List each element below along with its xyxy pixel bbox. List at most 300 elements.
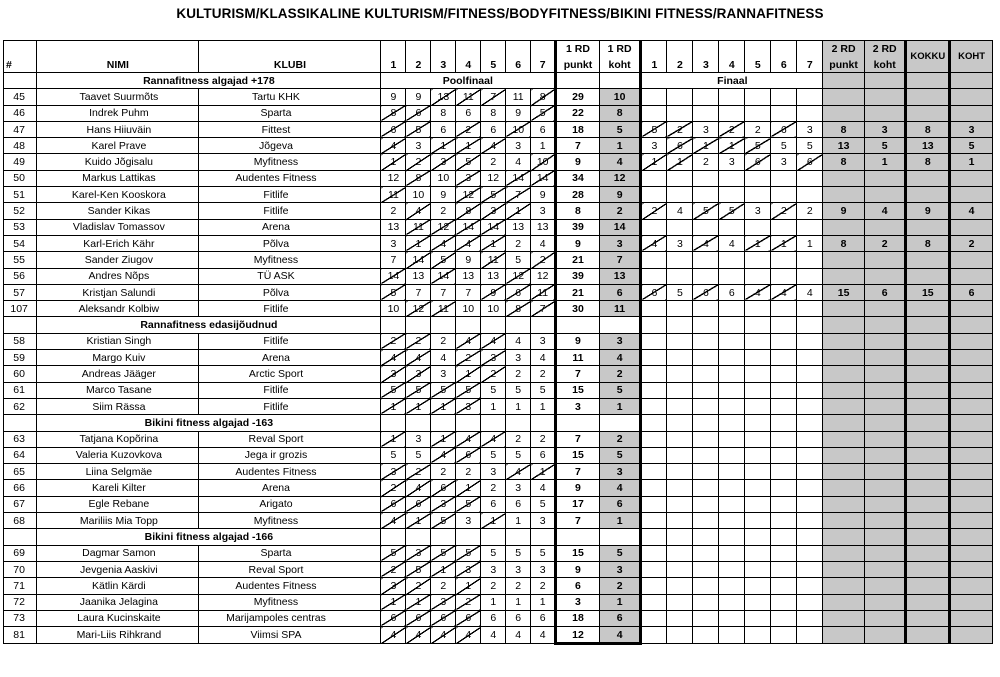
semifinal-score-judge-1: 5 [381, 447, 406, 463]
round2-place [864, 431, 906, 447]
section-empty [906, 529, 950, 545]
final-place [950, 105, 993, 121]
final-score-judge-4 [719, 627, 745, 644]
competitor-name: Valeria Kuzovkova [37, 447, 199, 463]
semifinal-score-judge-5: 2 [481, 154, 506, 170]
semifinal-score-judge-6: 5 [506, 447, 531, 463]
round1-points: 39 [556, 219, 600, 235]
semifinal-score-judge-7: 3 [531, 333, 556, 349]
final-score-judge-6 [771, 187, 797, 203]
round1-place: 1 [599, 138, 641, 154]
competitor-name: Mari-Liis Rihkrand [37, 627, 199, 644]
final-place: 3 [950, 121, 993, 137]
table-row [4, 627, 993, 644]
final-score-judge-6: 4 [771, 284, 797, 300]
competitor-name: Jevgenia Aaskivi [37, 561, 199, 577]
table-row [4, 480, 993, 496]
semifinal-score-judge-7: 5 [531, 496, 556, 512]
semifinal-score-judge-3: 1 [431, 431, 456, 447]
round2-place [864, 350, 906, 366]
semifinal-score-judge-7: 4 [531, 235, 556, 251]
round1-points: 28 [556, 187, 600, 203]
round1-place: 14 [599, 219, 641, 235]
final-score-judge-6 [771, 496, 797, 512]
round1-place: 4 [599, 627, 641, 644]
final-score-judge-7 [797, 219, 823, 235]
semifinal-score-judge-6: 8 [506, 301, 531, 317]
competitor-club: Arigato [199, 496, 381, 512]
competitor-name: Mariliis Mia Topp [37, 513, 199, 529]
competitor-name: Marco Tasane [37, 382, 199, 398]
section-empty [719, 529, 745, 545]
semifinal-score-judge-5: 5 [481, 187, 506, 203]
final-score-judge-4 [719, 578, 745, 594]
section-empty [481, 415, 506, 431]
round1-points: 29 [556, 89, 600, 105]
semifinal-score-judge-1: 2 [381, 333, 406, 349]
table-row [4, 89, 993, 105]
total-points [906, 366, 950, 382]
round1-points: 9 [556, 561, 600, 577]
semifinal-score-judge-2: 6 [406, 610, 431, 626]
final-score-judge-1 [641, 627, 667, 644]
total-points [906, 252, 950, 268]
final-score-judge-5 [745, 561, 771, 577]
section-empty [641, 317, 667, 333]
semifinal-score-judge-2: 5 [406, 121, 431, 137]
total-points: 9 [906, 203, 950, 219]
section-empty [771, 415, 797, 431]
final-score-judge-3 [693, 480, 719, 496]
final-score-judge-5: 2 [745, 121, 771, 137]
round2-place [864, 301, 906, 317]
round2-place: 1 [864, 154, 906, 170]
round2-points [823, 431, 865, 447]
competitor-number: 51 [4, 187, 37, 203]
final-score-judge-2 [667, 627, 693, 644]
final-score-judge-5 [745, 480, 771, 496]
final-score-judge-2 [667, 480, 693, 496]
round2-points [823, 382, 865, 398]
table-row [4, 170, 993, 186]
section-empty [481, 529, 506, 545]
section-empty [381, 317, 406, 333]
total-points: 8 [906, 154, 950, 170]
competitor-club: Arena [199, 480, 381, 496]
final-place: 5 [950, 138, 993, 154]
competitor-club: Põlva [199, 235, 381, 251]
round1-points: 34 [556, 170, 600, 186]
competitor-club: Marijampoles centras [199, 610, 381, 626]
round1-place: 6 [599, 284, 641, 300]
semifinal-score-judge-2: 6 [406, 105, 431, 121]
semifinal-score-judge-4: 7 [456, 284, 481, 300]
round2-points [823, 610, 865, 626]
competitor-number: 57 [4, 284, 37, 300]
final-score-judge-1 [641, 268, 667, 284]
round1-place: 1 [599, 513, 641, 529]
round2-points [823, 252, 865, 268]
final-score-judge-6 [771, 447, 797, 463]
final-score-judge-4 [719, 398, 745, 414]
competitor-club: Reval Sport [199, 431, 381, 447]
semifinal-score-judge-5: 4 [481, 431, 506, 447]
final-place [950, 464, 993, 480]
final-score-judge-5 [745, 496, 771, 512]
semifinal-score-judge-2: 1 [406, 594, 431, 610]
final-score-judge-7: 5 [797, 138, 823, 154]
final-score-judge-4 [719, 105, 745, 121]
final-score-judge-2 [667, 252, 693, 268]
competitor-name: Aleksandr Kolbiw [37, 301, 199, 317]
final-place [950, 366, 993, 382]
semifinal-score-judge-1: 12 [381, 170, 406, 186]
final-score-judge-2 [667, 578, 693, 594]
final-score-judge-7 [797, 578, 823, 594]
header-final-judge-7: 7 [797, 56, 823, 73]
final-score-judge-6: 6 [771, 121, 797, 137]
final-place [950, 350, 993, 366]
semifinal-score-judge-7: 6 [531, 610, 556, 626]
final-score-judge-1 [641, 545, 667, 561]
competitor-name: Sander Kikas [37, 203, 199, 219]
table-row [4, 203, 993, 219]
semifinal-score-judge-5: 3 [481, 350, 506, 366]
semifinal-score-judge-2: 3 [406, 366, 431, 382]
header-final-judge-2: 2 [667, 56, 693, 73]
final-score-judge-4 [719, 268, 745, 284]
competitor-club: Viimsi SPA [199, 627, 381, 644]
round2-points [823, 366, 865, 382]
semifinal-score-judge-5: 10 [481, 301, 506, 317]
final-score-judge-3 [693, 627, 719, 644]
section-empty [599, 529, 641, 545]
semifinal-score-judge-4: 4 [456, 627, 481, 644]
competitor-club: Arctic Sport [199, 366, 381, 382]
header-nimi: NIMI [37, 56, 199, 73]
competitor-number: 61 [4, 382, 37, 398]
semifinal-score-judge-3: 2 [431, 333, 456, 349]
semifinal-score-judge-6: 6 [506, 496, 531, 512]
round1-points: 6 [556, 578, 600, 594]
semifinal-score-judge-3: 4 [431, 627, 456, 644]
section-empty [556, 415, 600, 431]
competitor-number: 62 [4, 398, 37, 414]
semifinal-score-judge-6: 1 [506, 398, 531, 414]
final-score-judge-5 [745, 105, 771, 121]
table-row [4, 594, 993, 610]
final-place: 2 [950, 235, 993, 251]
round2-points: 15 [823, 284, 865, 300]
section-empty [556, 73, 600, 89]
semifinal-score-judge-7: 3 [531, 561, 556, 577]
section-header-row [4, 415, 993, 431]
round2-place [864, 268, 906, 284]
final-score-judge-5 [745, 252, 771, 268]
final-score-judge-3 [693, 89, 719, 105]
competitor-number: 64 [4, 447, 37, 463]
section-empty [693, 529, 719, 545]
semifinal-score-judge-6: 5 [506, 252, 531, 268]
final-score-judge-4: 5 [719, 203, 745, 219]
final-score-judge-3 [693, 561, 719, 577]
final-score-judge-1: 2 [641, 203, 667, 219]
competitor-name: Andres Nõps [37, 268, 199, 284]
semifinal-score-judge-4: 1 [456, 138, 481, 154]
semifinal-score-judge-4: 3 [456, 398, 481, 414]
semifinal-score-judge-2: 4 [406, 350, 431, 366]
final-score-judge-7 [797, 398, 823, 414]
semifinal-score-judge-1: 1 [381, 431, 406, 447]
semifinal-score-judge-4: 3 [456, 561, 481, 577]
table-row [4, 513, 993, 529]
final-score-judge-6 [771, 594, 797, 610]
round1-place: 1 [599, 398, 641, 414]
final-score-judge-1: 6 [641, 284, 667, 300]
header-judge-7: 7 [531, 56, 556, 73]
final-score-judge-6 [771, 431, 797, 447]
semifinal-score-judge-1: 10 [381, 301, 406, 317]
final-score-judge-3 [693, 594, 719, 610]
round2-points [823, 447, 865, 463]
final-score-judge-4 [719, 594, 745, 610]
final-place [950, 252, 993, 268]
round2-points [823, 333, 865, 349]
semifinal-score-judge-7: 6 [531, 447, 556, 463]
section-num-empty [4, 529, 37, 545]
semifinal-score-judge-6: 5 [506, 382, 531, 398]
round2-place [864, 627, 906, 644]
round2-points [823, 170, 865, 186]
total-points: 8 [906, 235, 950, 251]
table-row [4, 464, 993, 480]
final-score-judge-3 [693, 382, 719, 398]
semifinal-score-judge-6: 12 [506, 268, 531, 284]
header-rd2-koht-top: 2 RD [864, 41, 906, 57]
final-score-judge-1 [641, 464, 667, 480]
round2-points [823, 594, 865, 610]
final-score-judge-5: 3 [745, 203, 771, 219]
semifinal-score-judge-1: 8 [381, 105, 406, 121]
semifinal-score-judge-1: 5 [381, 382, 406, 398]
round1-place: 5 [599, 545, 641, 561]
competitor-number: 70 [4, 561, 37, 577]
final-score-judge-3 [693, 105, 719, 121]
round2-place [864, 513, 906, 529]
final-score-judge-7 [797, 89, 823, 105]
semifinal-score-judge-1: 6 [381, 496, 406, 512]
competitor-club: Tartu KHK [199, 89, 381, 105]
semifinal-score-judge-3: 4 [431, 447, 456, 463]
round1-place: 13 [599, 268, 641, 284]
competitor-number: 54 [4, 235, 37, 251]
final-score-judge-3 [693, 464, 719, 480]
semifinal-score-judge-7: 2 [531, 252, 556, 268]
semifinal-score-judge-3: 2 [431, 203, 456, 219]
round1-place: 5 [599, 382, 641, 398]
header-final-judge-1: 1 [641, 56, 667, 73]
semifinal-score-judge-7: 6 [531, 121, 556, 137]
semifinal-score-judge-2: 1 [406, 398, 431, 414]
round2-points [823, 627, 865, 644]
semifinal-score-judge-6: 3 [506, 480, 531, 496]
semifinal-score-judge-5: 4 [481, 138, 506, 154]
round2-points [823, 398, 865, 414]
semifinal-score-judge-3: 1 [431, 398, 456, 414]
final-score-judge-5 [745, 627, 771, 644]
header-judge-5: 5 [481, 56, 506, 73]
semifinal-score-judge-4: 6 [456, 447, 481, 463]
final-score-judge-4 [719, 350, 745, 366]
round1-place: 3 [599, 561, 641, 577]
semifinal-score-judge-4: 9 [456, 252, 481, 268]
final-score-judge-5 [745, 170, 771, 186]
semifinal-score-judge-4: 12 [456, 187, 481, 203]
table-row [4, 350, 993, 366]
semifinal-score-judge-6: 4 [506, 627, 531, 644]
semifinal-score-judge-1: 4 [381, 513, 406, 529]
semifinal-score-judge-7: 2 [531, 366, 556, 382]
round1-points: 3 [556, 398, 600, 414]
round1-points: 15 [556, 545, 600, 561]
header-judge-3: 3 [431, 56, 456, 73]
semifinal-score-judge-4: 1 [456, 480, 481, 496]
final-score-judge-2 [667, 513, 693, 529]
final-score-judge-4 [719, 170, 745, 186]
final-score-judge-4 [719, 496, 745, 512]
semifinal-score-judge-1: 2 [381, 480, 406, 496]
round2-place [864, 382, 906, 398]
final-score-judge-1 [641, 480, 667, 496]
competitor-name: Karel-Ken Kooskora [37, 187, 199, 203]
semifinal-score-judge-3: 14 [431, 268, 456, 284]
round1-points: 18 [556, 121, 600, 137]
final-score-judge-1 [641, 398, 667, 414]
final-score-judge-3 [693, 545, 719, 561]
round2-place [864, 105, 906, 121]
final-score-judge-4: 2 [719, 121, 745, 137]
round2-points [823, 268, 865, 284]
round2-points [823, 219, 865, 235]
final-score-judge-2 [667, 398, 693, 414]
competitor-club: Reval Sport [199, 561, 381, 577]
semifinal-score-judge-5: 1 [481, 398, 506, 414]
round2-place [864, 398, 906, 414]
final-score-judge-3: 6 [693, 284, 719, 300]
final-score-judge-4: 3 [719, 154, 745, 170]
semifinal-score-judge-7: 14 [531, 170, 556, 186]
final-score-judge-5 [745, 464, 771, 480]
semifinal-score-judge-4: 4 [456, 333, 481, 349]
semifinal-score-judge-3: 13 [431, 89, 456, 105]
semifinal-score-judge-5: 2 [481, 578, 506, 594]
final-score-judge-2 [667, 350, 693, 366]
final-score-judge-5 [745, 350, 771, 366]
competitor-number: 53 [4, 219, 37, 235]
section-num-empty [4, 415, 37, 431]
section-empty [667, 529, 693, 545]
final-score-judge-7 [797, 594, 823, 610]
final-score-judge-3: 4 [693, 235, 719, 251]
section-empty [381, 529, 406, 545]
round2-place [864, 333, 906, 349]
final-score-judge-6 [771, 252, 797, 268]
round2-place: 4 [864, 203, 906, 219]
section-empty [531, 317, 556, 333]
semifinal-score-judge-4: 3 [456, 513, 481, 529]
final-score-judge-5 [745, 431, 771, 447]
page-title: KULTURISM/KLASSIKALINE KULTURISM/FITNESS/BODYFITNESS/BIKINI FITNESS/RANNAFITNESS [176, 6, 824, 21]
semifinal-score-judge-1: 3 [381, 464, 406, 480]
header-hash: # [4, 56, 37, 73]
final-score-judge-4 [719, 333, 745, 349]
final-score-judge-2: 6 [667, 138, 693, 154]
final-score-judge-1 [641, 170, 667, 186]
competitor-name: Egle Rebane [37, 496, 199, 512]
round2-points: 8 [823, 121, 865, 137]
section-empty [406, 529, 431, 545]
total-points [906, 513, 950, 529]
semifinal-score-judge-5: 13 [481, 268, 506, 284]
final-score-judge-2: 3 [667, 235, 693, 251]
semifinal-score-judge-4: 2 [456, 464, 481, 480]
section-empty [599, 73, 641, 89]
final-score-judge-7 [797, 431, 823, 447]
final-place [950, 561, 993, 577]
header-row-top [4, 41, 993, 57]
header-final-judge-6: 6 [771, 56, 797, 73]
semifinal-score-judge-2: 3 [406, 431, 431, 447]
competitor-number: 46 [4, 105, 37, 121]
competitor-club: TÜ ASK [199, 268, 381, 284]
section-empty [823, 529, 865, 545]
section-empty [864, 73, 906, 89]
final-score-judge-7 [797, 496, 823, 512]
final-score-judge-7 [797, 480, 823, 496]
table-row [4, 431, 993, 447]
total-points [906, 219, 950, 235]
semifinal-score-judge-7: 2 [531, 431, 556, 447]
round2-place [864, 496, 906, 512]
semifinal-score-judge-2: 1 [406, 513, 431, 529]
semifinal-score-judge-5: 4 [481, 627, 506, 644]
semifinal-score-judge-4: 13 [456, 268, 481, 284]
section-empty [431, 415, 456, 431]
competitor-number: 52 [4, 203, 37, 219]
round1-points: 30 [556, 301, 600, 317]
table-row [4, 382, 993, 398]
final-score-judge-3 [693, 447, 719, 463]
semifinal-score-judge-7: 9 [531, 187, 556, 203]
table-row [4, 578, 993, 594]
section-empty [864, 317, 906, 333]
semifinal-score-judge-4: 3 [456, 170, 481, 186]
section-empty [823, 415, 865, 431]
total-points: 15 [906, 284, 950, 300]
final-score-judge-1: 1 [641, 154, 667, 170]
semifinal-score-judge-5: 14 [481, 219, 506, 235]
final-score-judge-5 [745, 578, 771, 594]
semifinal-score-judge-2: 4 [406, 480, 431, 496]
semifinal-score-judge-6: 3 [506, 561, 531, 577]
final-score-judge-6 [771, 561, 797, 577]
round2-place [864, 480, 906, 496]
semifinal-score-judge-5: 3 [481, 561, 506, 577]
final-score-judge-7 [797, 252, 823, 268]
final-score-judge-6: 1 [771, 235, 797, 251]
table-row [4, 121, 993, 137]
section-title: Bikini fitness algajad -166 [37, 529, 381, 545]
